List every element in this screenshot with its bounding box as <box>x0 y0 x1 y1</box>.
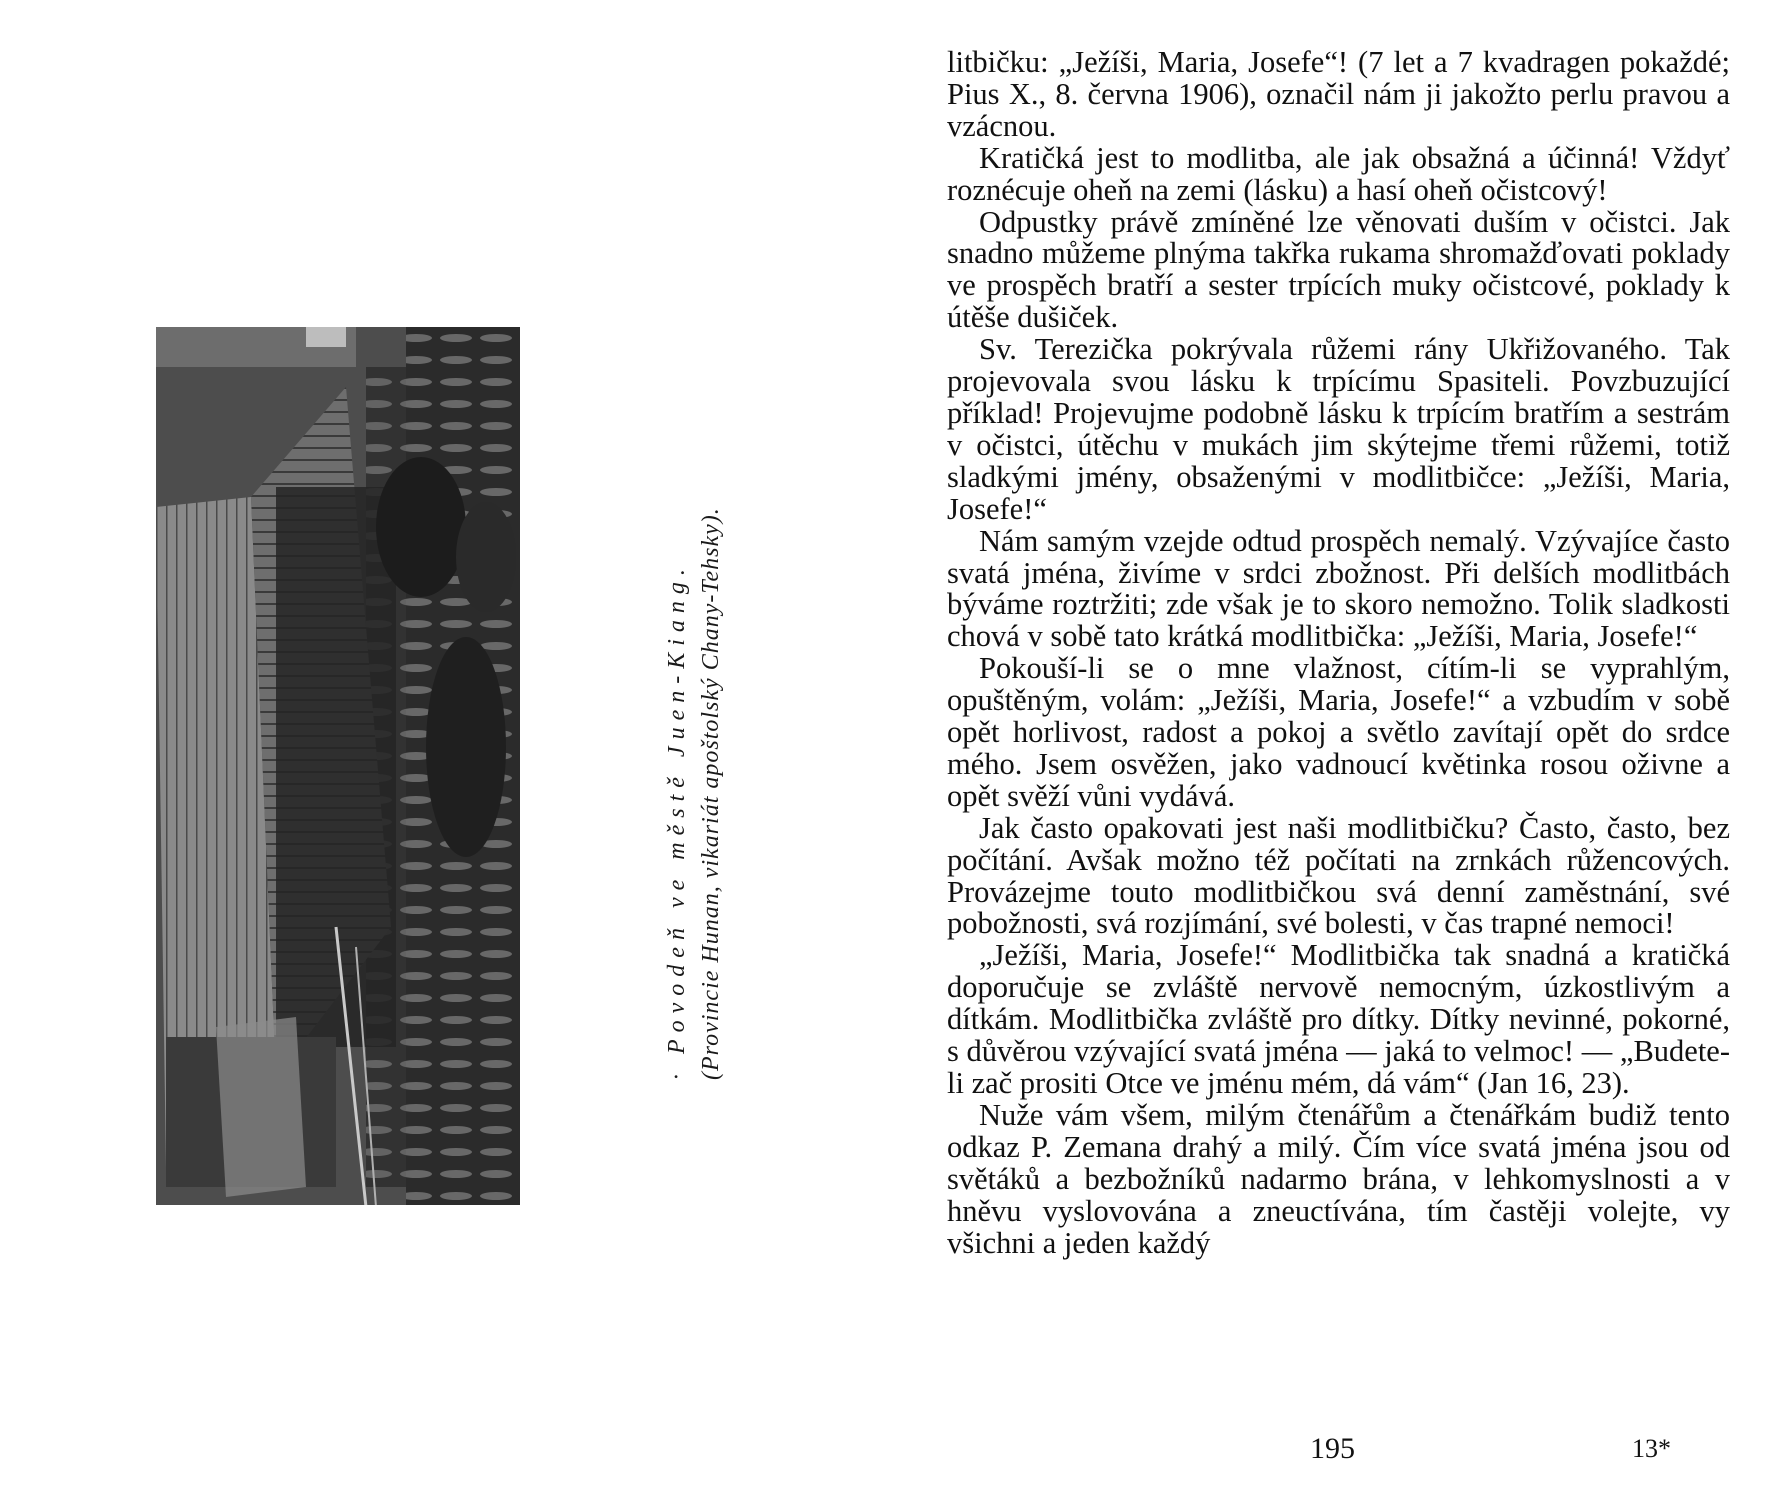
signature-mark: 13* <box>1632 1434 1671 1463</box>
paragraph-6: Pokouší-li se o mne vlažnost, cítím-li se vyprahlým, opuštěným, volám: „Ježíši, Maria, Josefe!“ a vzbudím v sobě opět horlivost, radost a pokoj a světlo zavítají opět do srdce mého. Jsem osvěžen, jako vadnoucí květinka rosou oživne a opět svěží vůni vydává. <box>947 651 1730 813</box>
paragraph-2: Kratičká jest to modlitba, ale jak obsažná a účinná! Vždyť roznécuje oheň na zemi (lásku) a hasí oheň očistcový! <box>947 140 1730 207</box>
paragraph-3: Odpustky právě zmíněné lze věnovati duším v očistci. Jak snadno můžeme plnýma takřka rukama shromažďovati poklady ve prospěch bratří a sester trpících muky očistcové, poklady k útěše dušiček. <box>947 204 1730 335</box>
flood-photograph <box>156 327 520 1205</box>
paragraph-7: Jak často opakovati jest naši modlitbičku? Často, často, bez počítání. Avšak možno též počítati na zrnkách růžencových. Provázejme touto modlitbičkou svá denní zaměstnání, své pobožnosti, svá rozjímání, své bolesti, v čas trapné nemoci! <box>947 810 1730 941</box>
caption-subtitle: (Provincie Hunan, vikariát apoštolský Chany-Tehsky). <box>698 507 724 1080</box>
body-text <box>947 47 1730 1259</box>
page-number: 195 <box>1310 1432 1355 1465</box>
caption-title: · Povodeň ve městě Juen-Kiang. <box>664 562 690 1080</box>
paragraph-8: „Ježíši, Maria, Josefe!“ Modlitbička tak snadná a kratičká doporučuje se zvláště nervově nemocným, úzkostlivým a dítkám. Modlitbička zvláště pro dítky. Dítky nevinné, pokorné, s důvěrou vzývající svatá jména — jaká to velmoc! — „Budete-li zač prositi Otce ve jménu mém, dá vám“ (Jan 16, 23). <box>947 938 1730 1100</box>
paragraph-4: Sv. Terezička pokrývala růžemi rány Ukřižovaného. Tak projevovala svou lásku k trpícímu Spasiteli. Povzbuzující příklad! Projevujme podobně lásku k trpícím bratřím a sestrám v očistci, útěchu v mukách jim skýtejme třemi růžemi, totiž sladkými jmény, obsaženými v modlitbičce: „Ježíši, Maria, Josefe!“ <box>947 332 1730 526</box>
paragraph-5: Nám samým vzejde odtud prospěch nemalý. Vzývajíce často svatá jména, živíme v srdci zbožnost. Při delších modlitbách býváme roztržiti; zde však je to skoro nemožno. Tolik sladkosti chová v sobě tato krátká modlitbička: „Ježíši, Maria, Josefe!“ <box>947 523 1730 654</box>
flood-photo-image <box>156 327 520 1205</box>
paragraph-1: litbičku: „Ježíši, Maria, Josefe“! (7 let a 7 kvadragen pokaždé; Pius X., 8. června 1906), označil nám ji jakožto perlu pravou a vzácnou. <box>947 45 1730 143</box>
paragraph-9: Nuže vám všem, milým čtenářům a čtenářkám budiž tento odkaz P. Zemana drahý a milý. Čím více svatá jména jsou od světáků a bezbožníků nadarmo brána, v lehkomyslnosti a v hněvu vyslovována a zneuctívána, tím častěji volejte, vy všichni a jeden každý <box>947 1097 1730 1260</box>
